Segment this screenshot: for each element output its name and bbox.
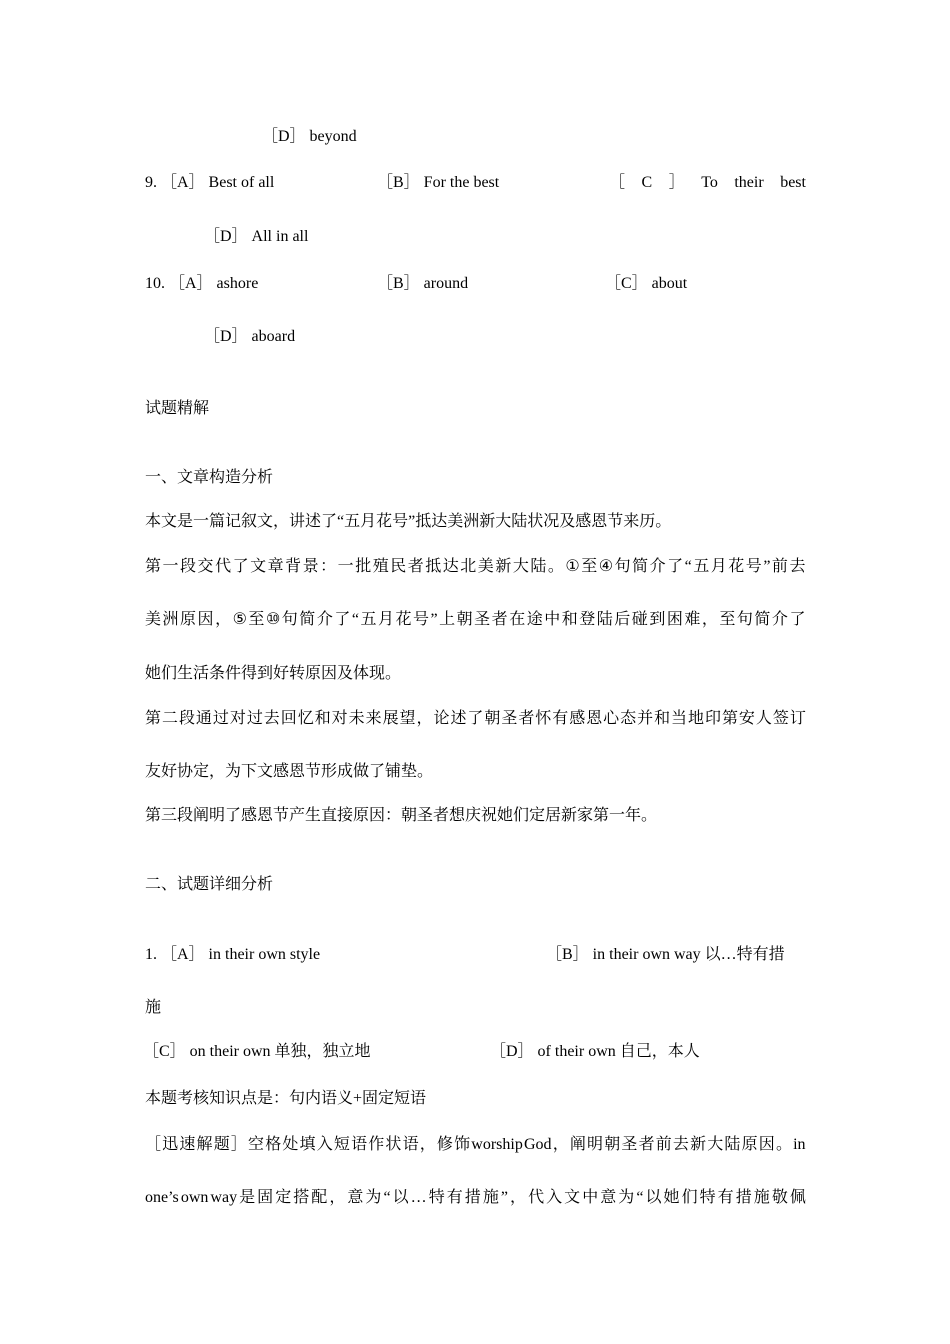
q1-option-a: 1. ［A］ in their own style <box>145 946 321 963</box>
analysis-heading: 试题精解 <box>145 400 210 417</box>
quick-solution-line-2: one’s own way 是 固 定 搭 配 ， 意 为 “ 以 … 特 有 措 施 ” ， 代 入 文 中 意 为 “ 以 她 们 特 有 措 施 敬 佩 <box>145 1189 806 1206</box>
q9-c-word-3: best <box>780 174 806 191</box>
q9-c-word-2: their <box>734 174 764 191</box>
para1-line-1: 第 一 段 交 代 了 文 章 背 景 ： 一 批 殖 民 者 抵 达 北 美 新 大 陆 。 ① 至 ④ 句 简 介 了 “ 五 月 花 号 ” 前 去 <box>145 558 806 575</box>
q9-c-bracket-open: ［ <box>609 174 626 191</box>
q9-option-d: ［D］ All in all <box>204 228 309 245</box>
para2-line-2: 友好协定，为下文感恩节形成做了铺垫。 <box>145 763 434 780</box>
q9-option-a: 9. ［A］ Best of all <box>145 174 275 191</box>
knowledge-point: 本题考核知识点是：句内语义+固定短语 <box>145 1090 427 1107</box>
q1-option-b-cont: 施 <box>145 999 162 1016</box>
para2-line-1: 第 二 段 通 过 对 过 去 回 忆 和 对 未 来 展 望 ， 论 述 了 朝 圣 者 怀 有 感 恩 心 态 并 和 当 地 印 第 安 人 签 订 <box>145 710 806 727</box>
q9-option-c <box>609 173 806 193</box>
section1-title: 一、文章构造分析 <box>145 469 274 486</box>
q9-option-b: ［B］ For the best <box>377 174 500 191</box>
section1-intro: 本文是一篇记叙文，讲述了“五月花号”抵达美洲新大陆状况及感恩节来历。 <box>145 513 672 530</box>
q10-option-d: ［D］ aboard <box>204 328 296 345</box>
q1-option-b: ［B］ in their own way 以…特有措 <box>546 946 785 963</box>
q8-option-d: ［D］ beyond <box>262 128 357 145</box>
q1-option-d: ［D］ of their own 自己，本人 <box>490 1043 700 1060</box>
para1-line-3: 她们生活条件得到好转原因及体现。 <box>145 665 402 682</box>
q9-c-letter: C <box>641 174 653 191</box>
q10-option-c: ［C］ about <box>605 275 688 292</box>
section2-title: 二、试题详细分析 <box>145 876 274 893</box>
quick-solution-line-1: ［ 迅 速 解 题 ］ 空 格 处 填 入 短 语 作 状 语 ， 修 饰 worship God ， 阐 明 朝 圣 者 前 去 新 大 陆 原 因 。 in <box>145 1136 806 1153</box>
para1-line-2: 美 洲 原 因 ， ⑤ 至 ⑩ 句 简 介 了 “ 五 月 花 号 ” 上 朝 圣 者 在 途 中 和 登 陆 后 碰 到 困 难 ， 至 句 简 介 了 <box>145 611 806 628</box>
q9-c-word-1: To <box>701 174 718 191</box>
para3: 第三段阐明了感恩节产生直接原因：朝圣者想庆祝她们定居新家第一年。 <box>145 807 658 824</box>
q1-option-c: ［C］ on their own 单独，独立地 <box>143 1043 371 1060</box>
q9-c-bracket-close: ］ <box>668 174 685 191</box>
q10-option-b: ［B］ around <box>377 275 469 292</box>
q10-option-a: 10. ［A］ ashore <box>145 275 259 292</box>
